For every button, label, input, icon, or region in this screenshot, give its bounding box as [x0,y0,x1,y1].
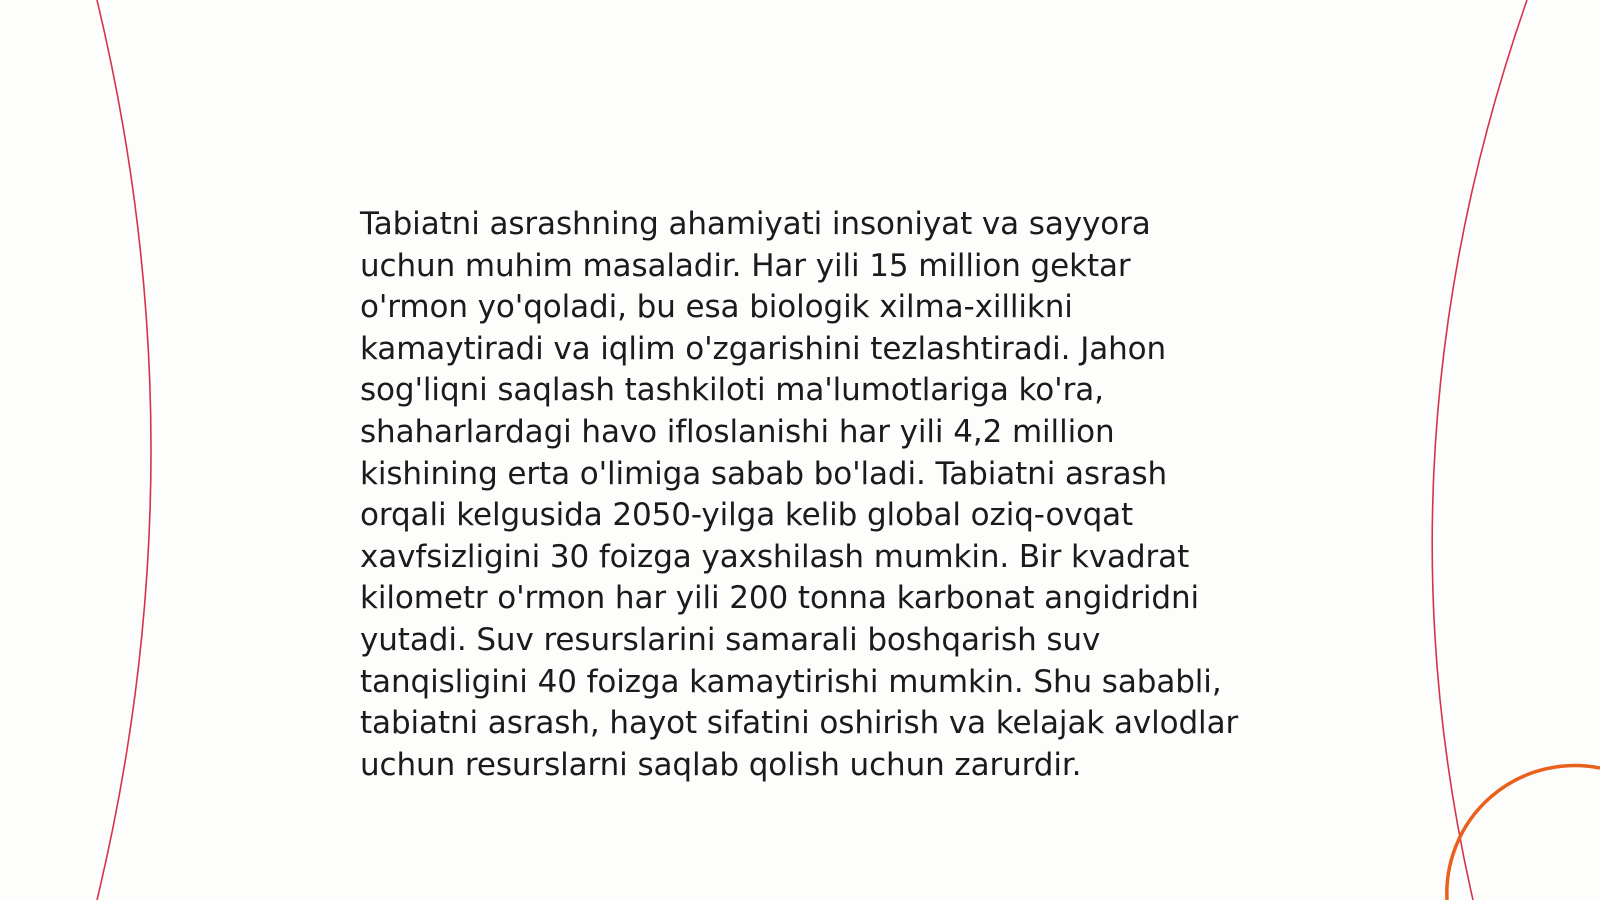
slide-body-text: Tabiatni asrashning ahamiyati insoniyat va sayyora uchun muhim masaladir. Har yili 15 million gektar o'rmon yo'qoladi, bu esa biologik xilma-xillikni kamaytiradi va iqlim o'zgarishini tezlashtiradi. Jahon sog'liqni saqlash tashkiloti ma'lumotlariga ko'ra, shaharlardagi havo ifloslanishi har yili 4,2 million kishining erta o'limiga sabab bo'ladi. Tabiatni asrash orqali kelgusida 2050-yilga kelib global oziq-ovqat xavfsizligini 30 foizga yaxshilash mumkin. Bir kvadrat kilometr o'rmon har yili 200 tonna karbonat angidridni yutadi. Suv resurslarini samarali boshqarish suv tanqisligini 40 foizga kamaytirishi mumkin. Shu sababli, tabiatni asrash, hayot sifatini oshirish va kelajak avlodlar uchun resurslarni saqlab qolish uchun zarurdir. [360,206,1239,783]
accent-arc [1447,766,1600,900]
left-curve-line [97,0,151,900]
right-curve-line [1432,0,1527,900]
